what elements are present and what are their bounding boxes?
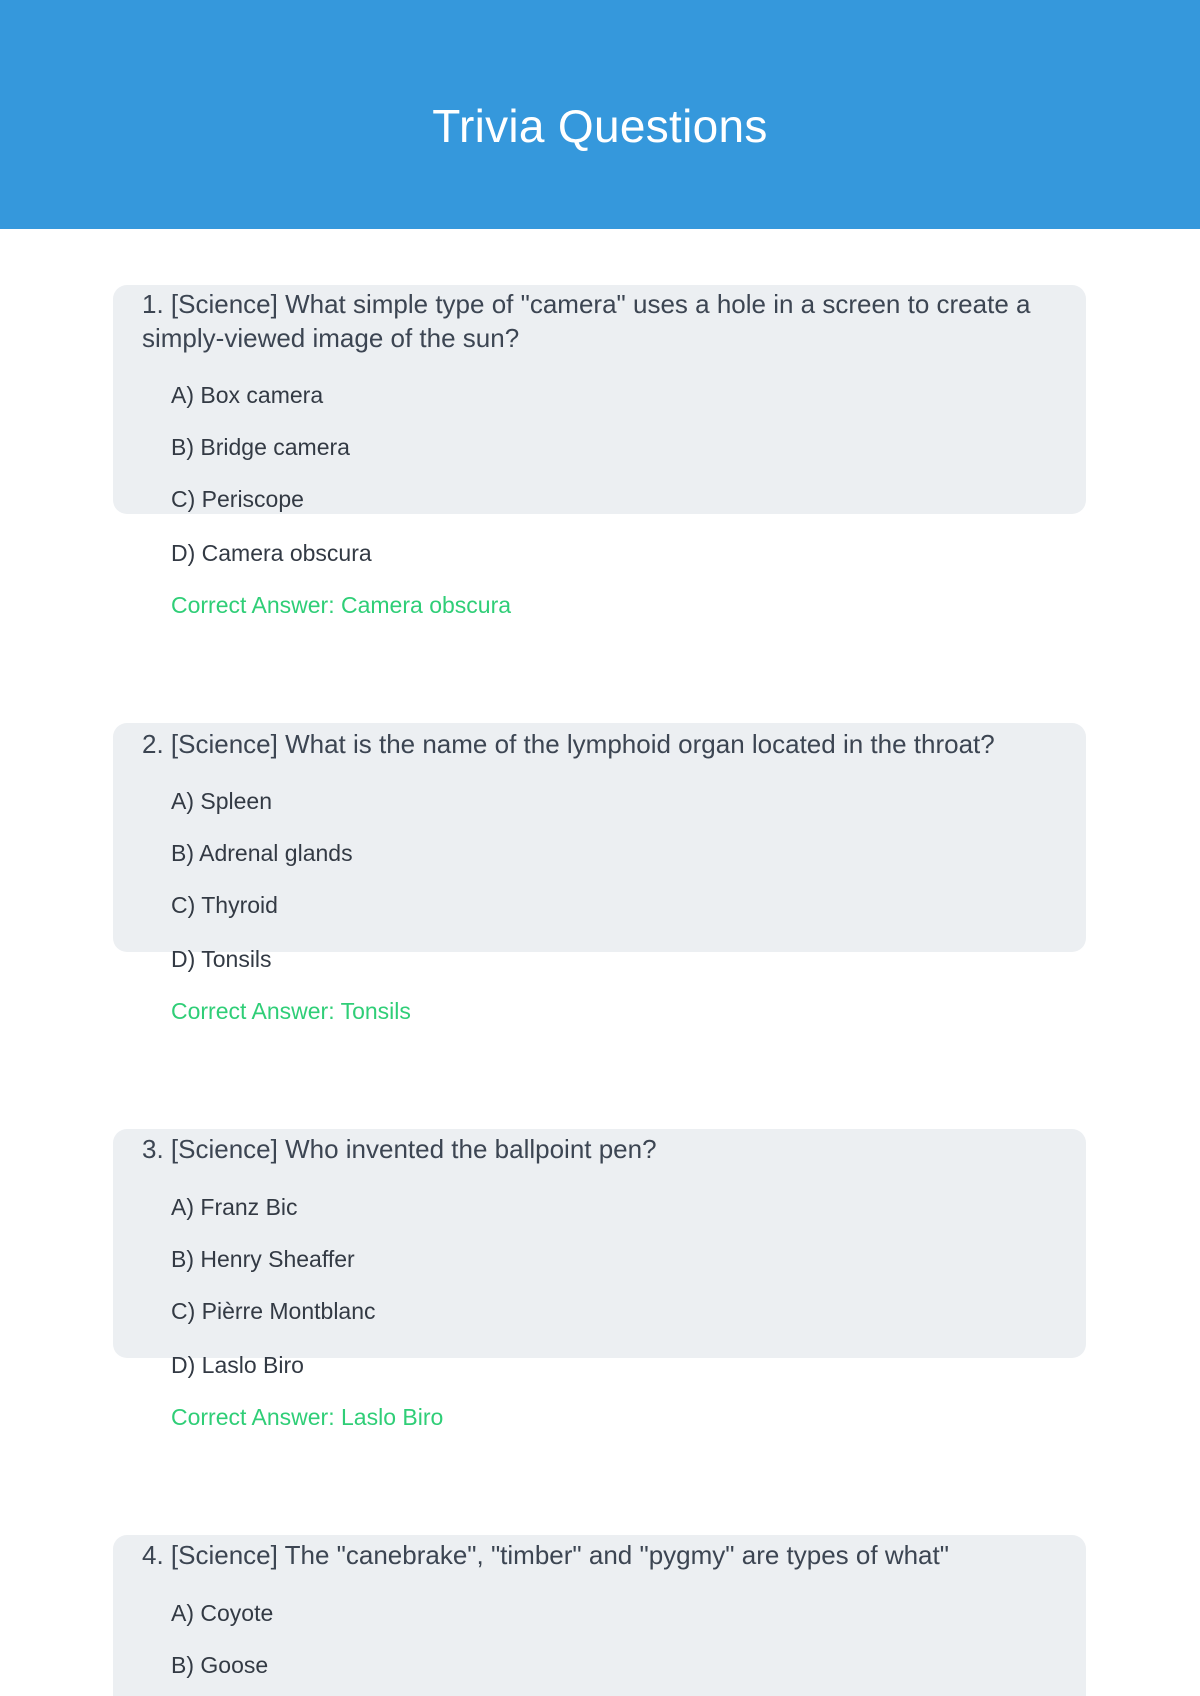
option-3c: C) Pièrre Montblanc [171,1298,376,1324]
option-2b: B) Adrenal glands [171,840,353,866]
option-2a: A) Spleen [171,788,273,814]
option-1d: D) Camera obscura [171,540,372,566]
question-text-4: 4. [Science] The "canebrake", "timber" and "pygmy" are types of what" [142,1540,949,1570]
option-2c: C) Thyroid [171,892,278,918]
option-3d: D) Laslo Biro [171,1352,304,1378]
correct-answer-3: Correct Answer: Laslo Biro [171,1404,444,1430]
question-text-1: 1. [Science] What simple type of "camera" uses a hole in a screen to create a simply-viewed image of the sun? [142,289,1031,353]
correct-answer-2: Correct Answer: Tonsils [171,998,411,1024]
question-text-3: 3. [Science] Who invented the ballpoint pen? [142,1134,657,1164]
option-1c: C) Periscope [171,486,304,512]
header-banner [0,0,1200,229]
option-2d: D) Tonsils [171,946,272,972]
option-3a: A) Franz Bic [171,1194,298,1220]
option-1b: B) Bridge camera [171,434,350,460]
option-1a: A) Box camera [171,382,324,408]
page-title: Trivia Questions [432,100,768,152]
correct-answer-1: Correct Answer: Camera obscura [171,592,512,618]
option-4a: A) Coyote [171,1600,274,1626]
option-3b: B) Henry Sheaffer [171,1246,355,1272]
option-4b: B) Goose [171,1652,269,1678]
question-text-2: 2. [Science] What is the name of the lymphoid organ located in the throat? [142,729,995,759]
